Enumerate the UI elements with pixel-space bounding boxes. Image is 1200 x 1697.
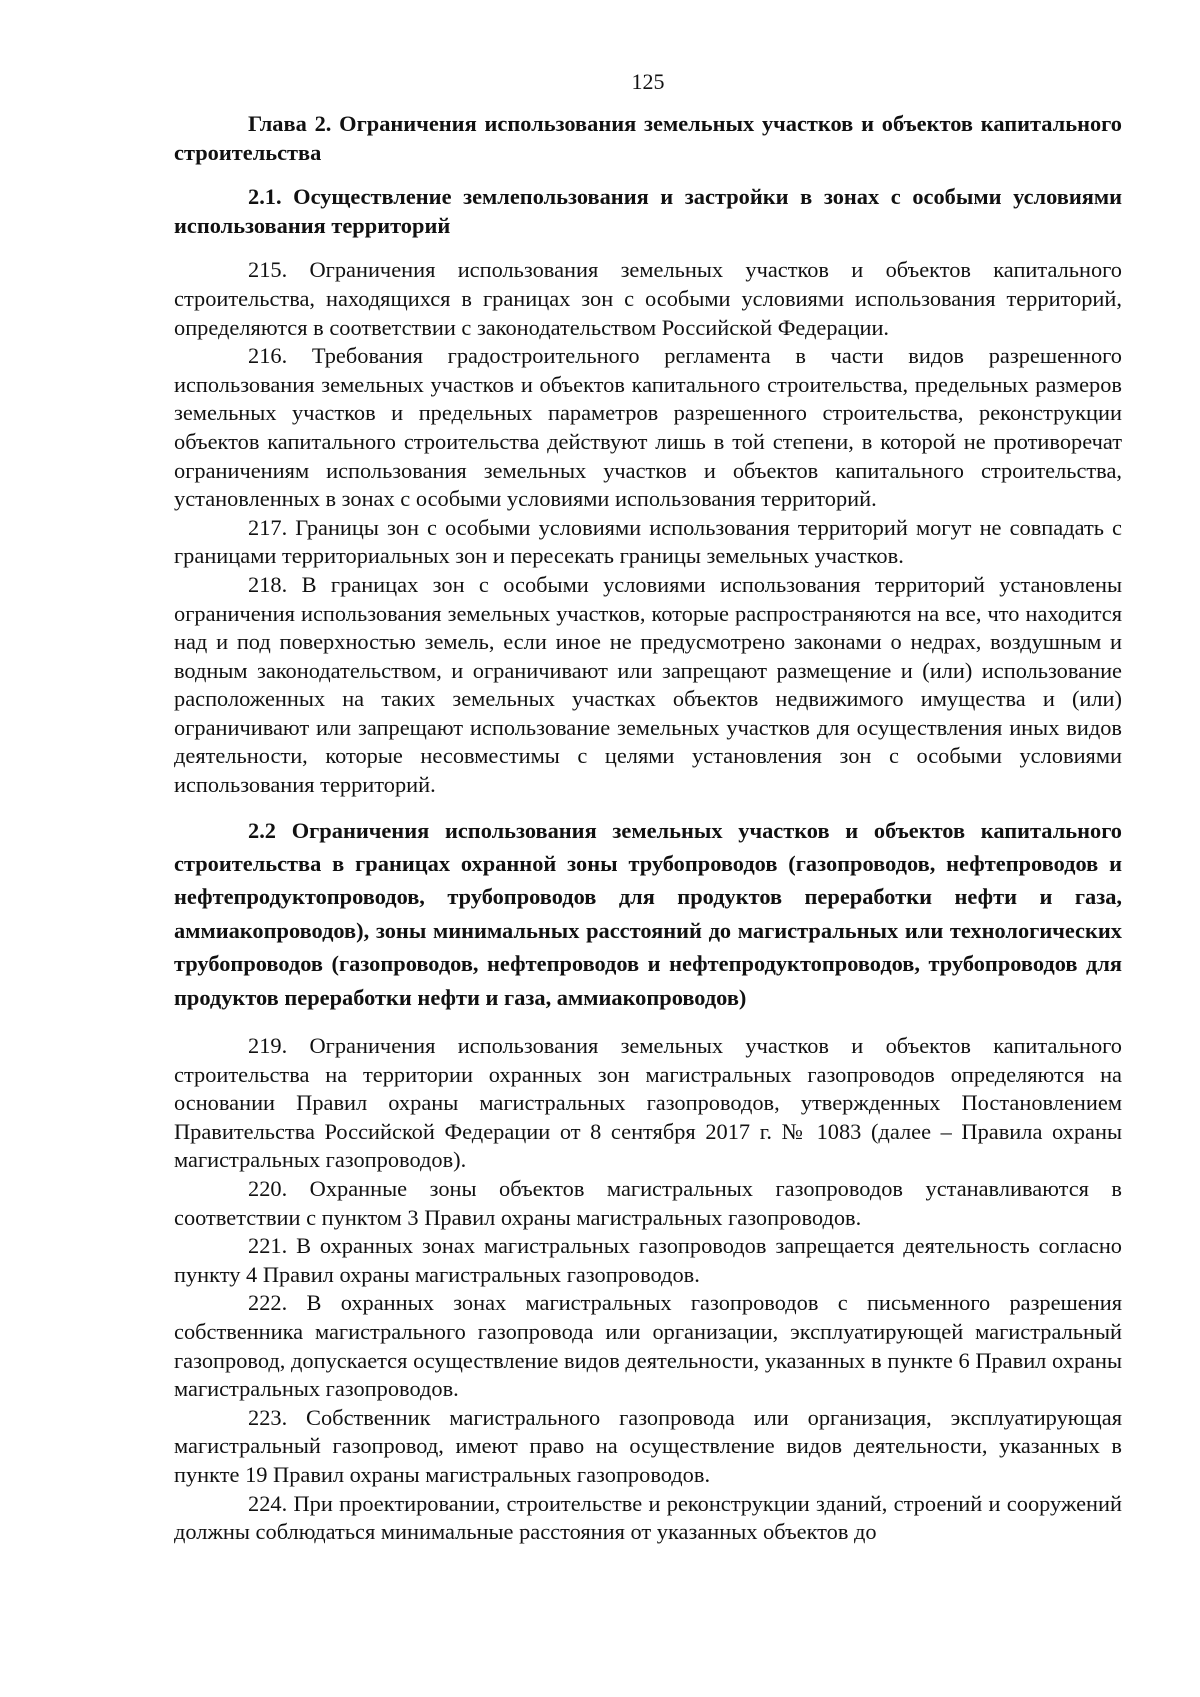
paragraph-223: 223. Собственник магистрального газопровода или организация, эксплуатирующая магистральный газопровод, имеют право на осуществление видов деятельности, указанных в пункте 19 Правил охраны магистральных газопроводов. [174, 1404, 1122, 1487]
paragraph-215: 215. Ограничения использования земельных участков и объектов капитального строительства, находящихся в границах зон с особыми условиями использования территорий, определяются в соответствии с законодательством Российской Федерации. [174, 257, 1122, 340]
paragraph-219: 219. Ограничения использования земельных участков и объектов капитального строительства на территории охранных зон магистральных газопроводов определяются на основании Правил охраны магистральных газопроводов, утвержденных Постановлением Правительства Российской Федерации от 8 сентября 2017 г. № 1083 (далее – Правила охраны магистральных газопроводов). [174, 1033, 1122, 1173]
page-number: 125 [631, 69, 665, 94]
section-heading-2-1: 2.1. Осуществление землепользования и застройки в зонах с особыми условиями использования территорий [174, 184, 1122, 238]
section-heading-2-2: 2.2 Ограничения использования земельных участков и объектов капитального строительства в границах охранной зоны трубопроводов (газопроводов, нефтепроводов и нефтепродуктопроводов, трубопроводов для продуктов переработки нефти и газа, аммиакопроводов), зоны минимальных расстояний до магистральных или технологических трубопроводов (газопроводов, нефтепроводов и нефтепродуктопроводов, трубопроводов для продуктов переработки нефти и газа, аммиакопроводов) [174, 817, 1122, 1010]
paragraph-224: 224. При проектировании, строительстве и реконструкции зданий, строений и сооружений должны соблюдаться минимальные расстояния от указанных объектов до [174, 1490, 1122, 1545]
document-page [174, 68, 1122, 1547]
paragraph-216: 216. Требования градостроительного регламента в части видов разрешенного использования земельных участков и объектов капитального строительства, предельных размеров земельных участков и предельных параметров разрешенного строительства, реконструкции объектов капитального строительства действуют лишь в той степени, в которой не противоречат ограничениям использования земельных участков и объектов капитального строительства, установленных в зонах с особыми условиями использования территорий. [174, 343, 1122, 512]
chapter-heading: Глава 2. Ограничения использования земельных участков и объектов капитального строительства [174, 111, 1122, 165]
paragraph-222: 222. В охранных зонах магистральных газопроводов с письменного разрешения собственника магистрального газопровода или организации, эксплуатирующей магистральный газопровод, допускается осуществление видов деятельности, указанных в пункте 6 Правил охраны магистральных газопроводов. [174, 1290, 1122, 1402]
paragraph-220: 220. Охранные зоны объектов магистральных газопроводов устанавливаются в соответствии с пунктом 3 Правил охраны магистральных газопроводов. [174, 1176, 1122, 1230]
paragraph-218: 218. В границах зон с особыми условиями использования территорий установлены ограничения использования земельных участков, которые распространяются на все, что находится над и под поверхностью земель, если иное не предусмотрено законами о недрах, воздушным и водным законодательством, и ограничивают или запрещают размещение и (или) использование расположенных на таких земельных участках объектов недвижимого имущества и (или) ограничивают или запрещают использование земельных участков для осуществления иных видов деятельности, которые несовместимы с целями установления зон с особыми условиями использования территорий. [174, 571, 1122, 798]
paragraph-217: 217. Границы зон с особыми условиями использования территорий могут не совпадать с границами территориальных зон и пересекать границы земельных участков. [174, 514, 1122, 569]
paragraph-221: 221. В охранных зонах магистральных газопроводов запрещается деятельность согласно пункту 4 Правил охраны магистральных газопроводов. [174, 1233, 1122, 1287]
